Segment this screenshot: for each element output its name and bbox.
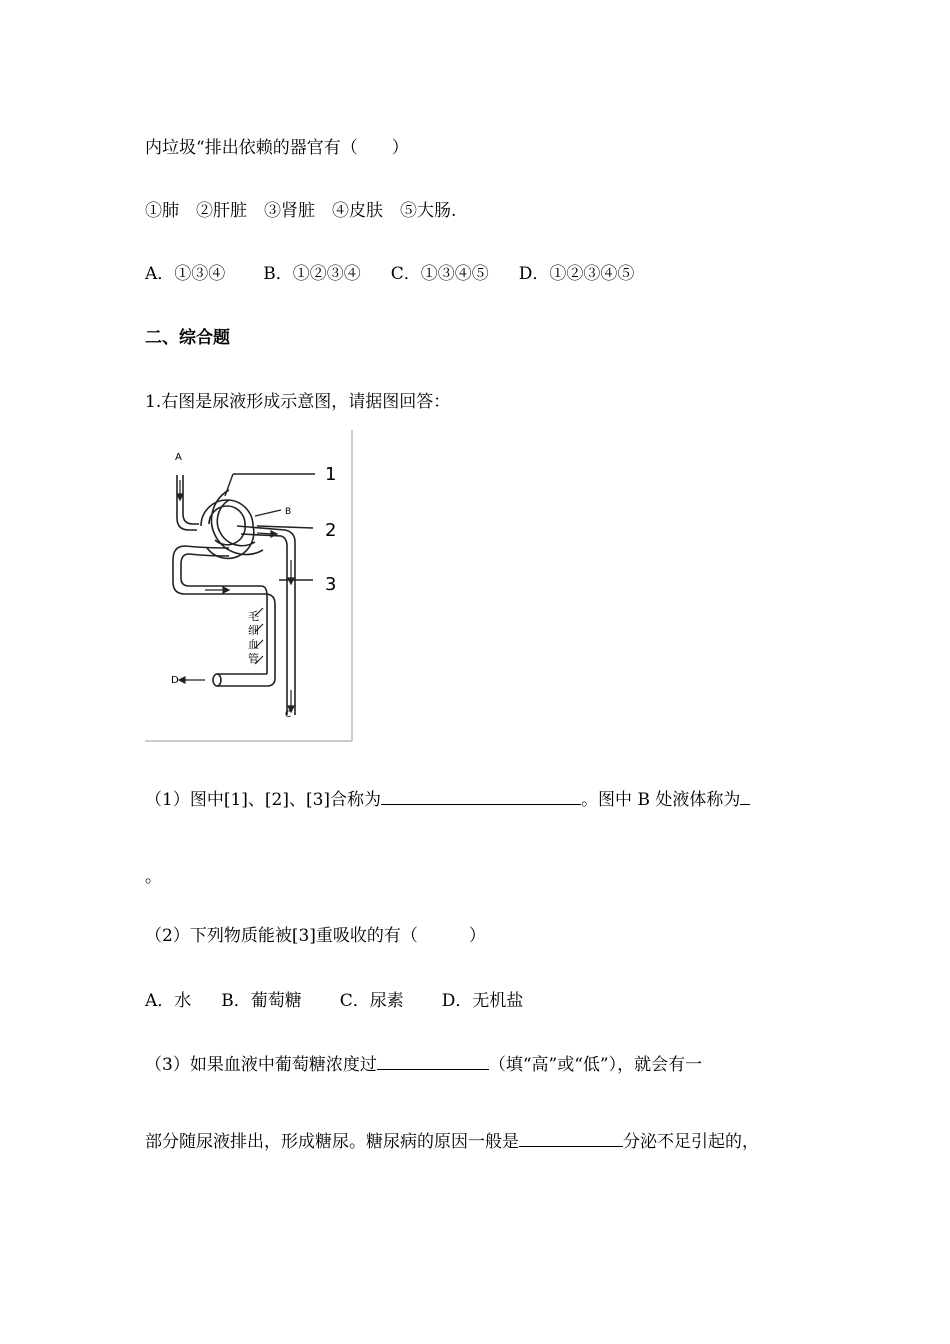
capillary-char-3: 血: [248, 638, 259, 651]
answer-blank-4[interactable]: [519, 1129, 623, 1147]
capillary-char-4: 管: [248, 652, 259, 665]
part-1-line: [145, 785, 750, 810]
capillary-char-2: 细: [248, 624, 259, 637]
part-1-text-a: （1）图中[1]、[2]、[3]合称为: [145, 790, 382, 810]
part-1-text-b: 。图中 B 处液体称为: [581, 790, 741, 810]
label-c: C: [285, 710, 292, 720]
part-2-option-a: A．水: [145, 991, 192, 1011]
part-3-text-a: （3）如果血液中葡萄糖浓度过: [145, 1055, 377, 1075]
part-3-text-c: 部分随尿液排出，形成糖尿。糖尿病的原因一般是: [145, 1132, 519, 1152]
question-stem: 内垃圾“排出依赖的器官有（ ）: [145, 138, 409, 158]
part-3-continuation: [145, 1127, 759, 1152]
capillary-char-1: 毛: [248, 610, 259, 623]
part-1-end: 。: [145, 867, 162, 887]
question-1-intro: 1.右图是尿液形成示意图，请据图回答：: [145, 392, 451, 412]
question-items: ①肺 ②肝脏 ③肾脏 ④皮肤 ⑤大肠.: [145, 201, 457, 221]
option-a: A．①③④: [145, 264, 226, 284]
answer-blank-3[interactable]: [377, 1052, 489, 1070]
part-2-option-b: B．葡萄糖: [221, 991, 302, 1011]
options-row: [145, 259, 634, 284]
option-d: D．①②③④⑤: [518, 264, 635, 284]
answer-blank-2[interactable]: [740, 787, 750, 805]
urine-formation-diagram: [145, 430, 353, 742]
part-2-options: [145, 986, 523, 1011]
part-3-text-d: 分泌不足引起的，: [623, 1132, 759, 1152]
option-b: B．①②③④: [263, 264, 361, 284]
label-2: 2: [325, 520, 337, 541]
part-3-text-b: （填“高”或“低”），就会有一: [488, 1055, 703, 1075]
part-2-option-c: C．尿素: [339, 991, 404, 1011]
label-b: B: [285, 507, 292, 517]
part-3-line: [145, 1050, 702, 1075]
label-d: D: [171, 675, 179, 686]
answer-blank-1[interactable]: [381, 787, 581, 805]
part-2-question: （2）下列物质能被[3]重吸收的有（ ）: [145, 926, 486, 946]
label-a: A: [175, 452, 182, 463]
part-2-option-d: D．无机盐: [441, 991, 524, 1011]
label-3: 3: [325, 574, 337, 595]
section-title: 二、综合题: [145, 328, 230, 348]
label-1: 1: [325, 464, 337, 485]
option-c: C．①③④⑤: [390, 264, 489, 284]
